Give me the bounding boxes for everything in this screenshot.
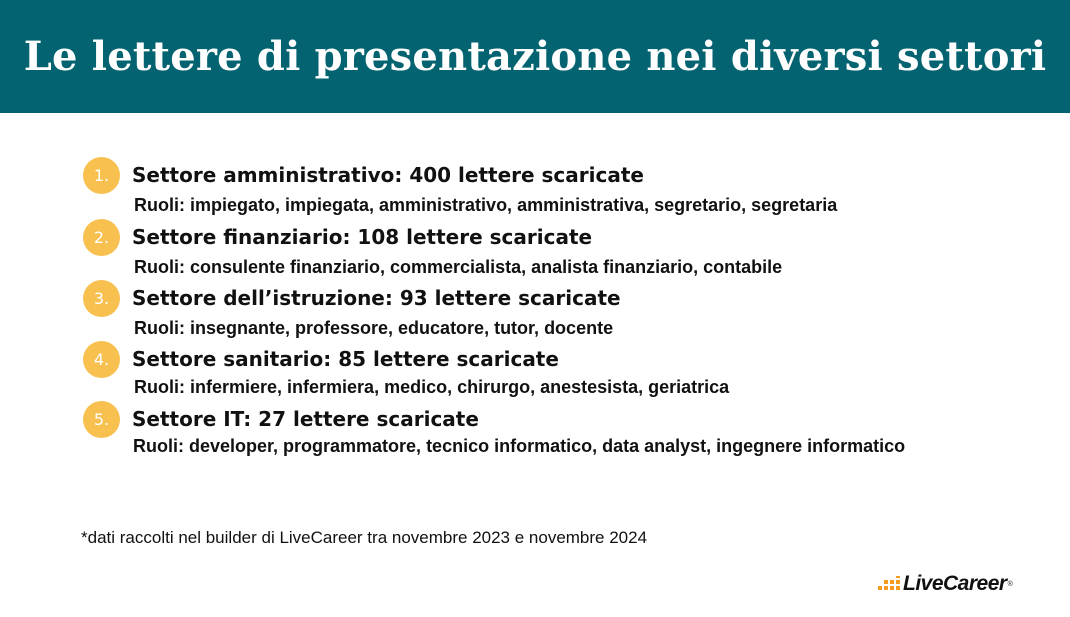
item-roles: Ruoli: impiegato, impiegata, amministrativo, amministrativa, segretario, segretaria <box>134 195 838 215</box>
item-title: Settore amministrativo: 400 lettere scaricate <box>132 163 644 187</box>
number-badge: 1. <box>83 157 120 194</box>
number-badge: 2. <box>83 219 120 256</box>
item-title: Settore IT: 27 lettere scaricate <box>132 407 479 431</box>
item-title: Settore sanitario: 85 lettere scaricate <box>132 347 559 371</box>
item-roles: Ruoli: infermiere, infermiera, medico, chirurgo, anestesista, geriatrica <box>134 377 730 397</box>
item-roles: Ruoli: insegnante, professore, educatore, tutor, docente <box>134 318 614 338</box>
item-roles: Ruoli: developer, programmatore, tecnico informatico, data analyst, ingegnere informatico <box>133 436 906 456</box>
footnote: *dati raccolti nel builder di LiveCareer tra novembre 2023 e novembre 2024 <box>81 528 648 547</box>
logo-bars-icon <box>878 576 900 592</box>
number-badge: 3. <box>83 280 120 317</box>
number-badge: 4. <box>83 341 120 378</box>
page-title: Le lettere di presentazione nei diversi settori <box>23 33 1047 80</box>
number-badge: 5. <box>83 401 120 438</box>
item-title: Settore dell’istruzione: 93 lettere scaricate <box>132 286 621 310</box>
item-title: Settore finanziario: 108 lettere scaricate <box>132 225 593 249</box>
logo-registered-mark: ® <box>1007 580 1013 588</box>
header-banner <box>0 0 1070 113</box>
livecareer-logo <box>878 571 1013 597</box>
logo-text: LiveCareer <box>903 572 1007 595</box>
item-roles: Ruoli: consulente finanziario, commercialista, analista finanziario, contabile <box>134 257 783 277</box>
